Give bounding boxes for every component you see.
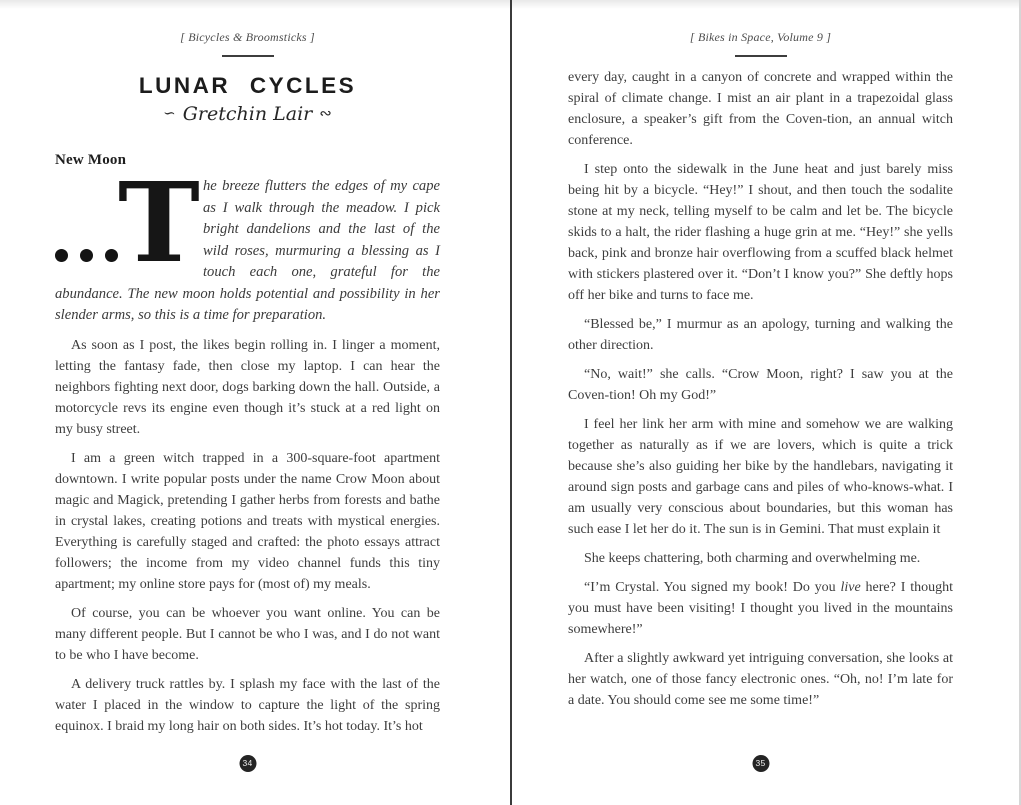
running-header: [ Bikes in Space, Volume 9 ]	[689, 30, 832, 44]
story-title: LUNAR CYCLES	[138, 73, 357, 98]
paragraph: I feel her link her arm with mine and somehow we are walking together as naturally as if we are lovers, which is quite a trick because she’s also guiding her bike by the handlebars, navigating it around sign posts and garbage cans and piles of who-knows-what. I am usually very conscious about boundaries, but this woman has such ease I let her do it. The sun is in Gemini. That must explain it	[568, 417, 953, 537]
section-heading: New Moon	[55, 152, 127, 168]
page-header-left	[55, 30, 440, 57]
running-header: [ Bicycles & Broomsticks ]	[180, 30, 315, 44]
opening-paragraph	[55, 158, 440, 327]
paragraph: Of course, you can be whoever you want online. You can be many different people. But I cannot be who I was, and I do not want to be who I have become.	[55, 605, 440, 663]
paragraph: I step onto the sidewalk in the June heat and just barely miss being hit by a bicycle. “Hey!” I shout, and then touch the sodalite stone at my neck, telling myself to be calm and let be. The bicycle skids to a halt, the rider flashing a huge grin at me. “Hey!” she yells back, pink and bronze hair overflowing from a scuffed black helmet with stickers plastered over it. “Don’t I know you?” She deftly hops off her bike and turns to face me.	[568, 162, 953, 303]
emphasized-word: live	[840, 580, 861, 595]
header-rule	[222, 55, 274, 57]
paragraph-text: here? I thought you must have been visiting! I thought you lived in the mountains somewhere!”	[568, 580, 953, 637]
paragraph: “No, wait!” she calls. “Crow Moon, right? I saw you at the Coven-tion! Oh my God!”	[568, 367, 953, 403]
paragraph-text: he breeze flutters the edges of my cape as I walk through the meadow. I pick bright dandelions and the last of the wild roses, murmuring a blessing as I touch each one, grateful for the abundance. The new moon holds potential and possibility in her slender arms, so this is a time for preparation.	[55, 178, 440, 323]
continuation-paragraph: every day, caught in a canyon of concrete and wrapped within the spiral of climate change. I mist an air plant in a trapezoidal glass enclosure, a speaker’s gift from the Coven-tion, an annual witch conference.	[568, 70, 953, 148]
author-name: Gretchin Lair	[182, 103, 313, 125]
page-number-badge: 34	[239, 755, 256, 772]
paragraph: A delivery truck rattles by. I splash my face with the last of the water I placed in the window to capture the light of the spring equinox. I braid my long hair on both sides. It’s hot today. It’s hot	[55, 676, 440, 734]
paragraph: “Blessed be,” I murmur as an apology, turning and walking the other direction.	[568, 317, 953, 353]
paragraph-with-emphasis	[568, 577, 953, 640]
header-rule	[735, 55, 787, 57]
flourish-left-icon: ∽	[163, 104, 176, 122]
flourish-right-icon: ∾	[319, 104, 332, 122]
drop-cap-dots-icon	[55, 249, 118, 262]
story-byline	[55, 103, 440, 125]
paragraph: As soon as I post, the likes begin rolling in. I linger a moment, letting the fantasy fade, then close my laptop. I can hear the neighbors fighting next door, dogs barking down the hall. Outside, a motorcycle revs its engine even though it’s stuck at a red light on my busy street.	[55, 337, 440, 437]
page-left	[55, 0, 440, 805]
drop-cap-letter: T	[118, 158, 200, 287]
page-right	[568, 0, 953, 805]
paragraph: I am a green witch trapped in a 300-square-foot apartment downtown. I write popular posts under the name Crow Moon about magic and Magick, pretending I gather herbs from forests and bathe in crystal lakes, creating potions and treats with mystical energies. Everything is carefully staged and crafted: the photo essays attract followers; the income from my video channel funds this tiny apartment; my online store pays for (most of) my meals.	[55, 450, 440, 592]
page-header-right	[568, 30, 953, 57]
page-gutter-divider	[510, 0, 512, 805]
paragraph-text: “I’m Crystal. You signed my book! Do you	[584, 580, 841, 595]
page-number-badge: 35	[752, 755, 769, 772]
paragraph: After a slightly awkward yet intriguing conversation, she looks at her watch, one of those fancy electronic ones. “Oh, no! I’m late for a date. You should come see me some time!”	[568, 651, 953, 708]
paragraph: She keeps chattering, both charming and overwhelming me.	[584, 551, 921, 566]
